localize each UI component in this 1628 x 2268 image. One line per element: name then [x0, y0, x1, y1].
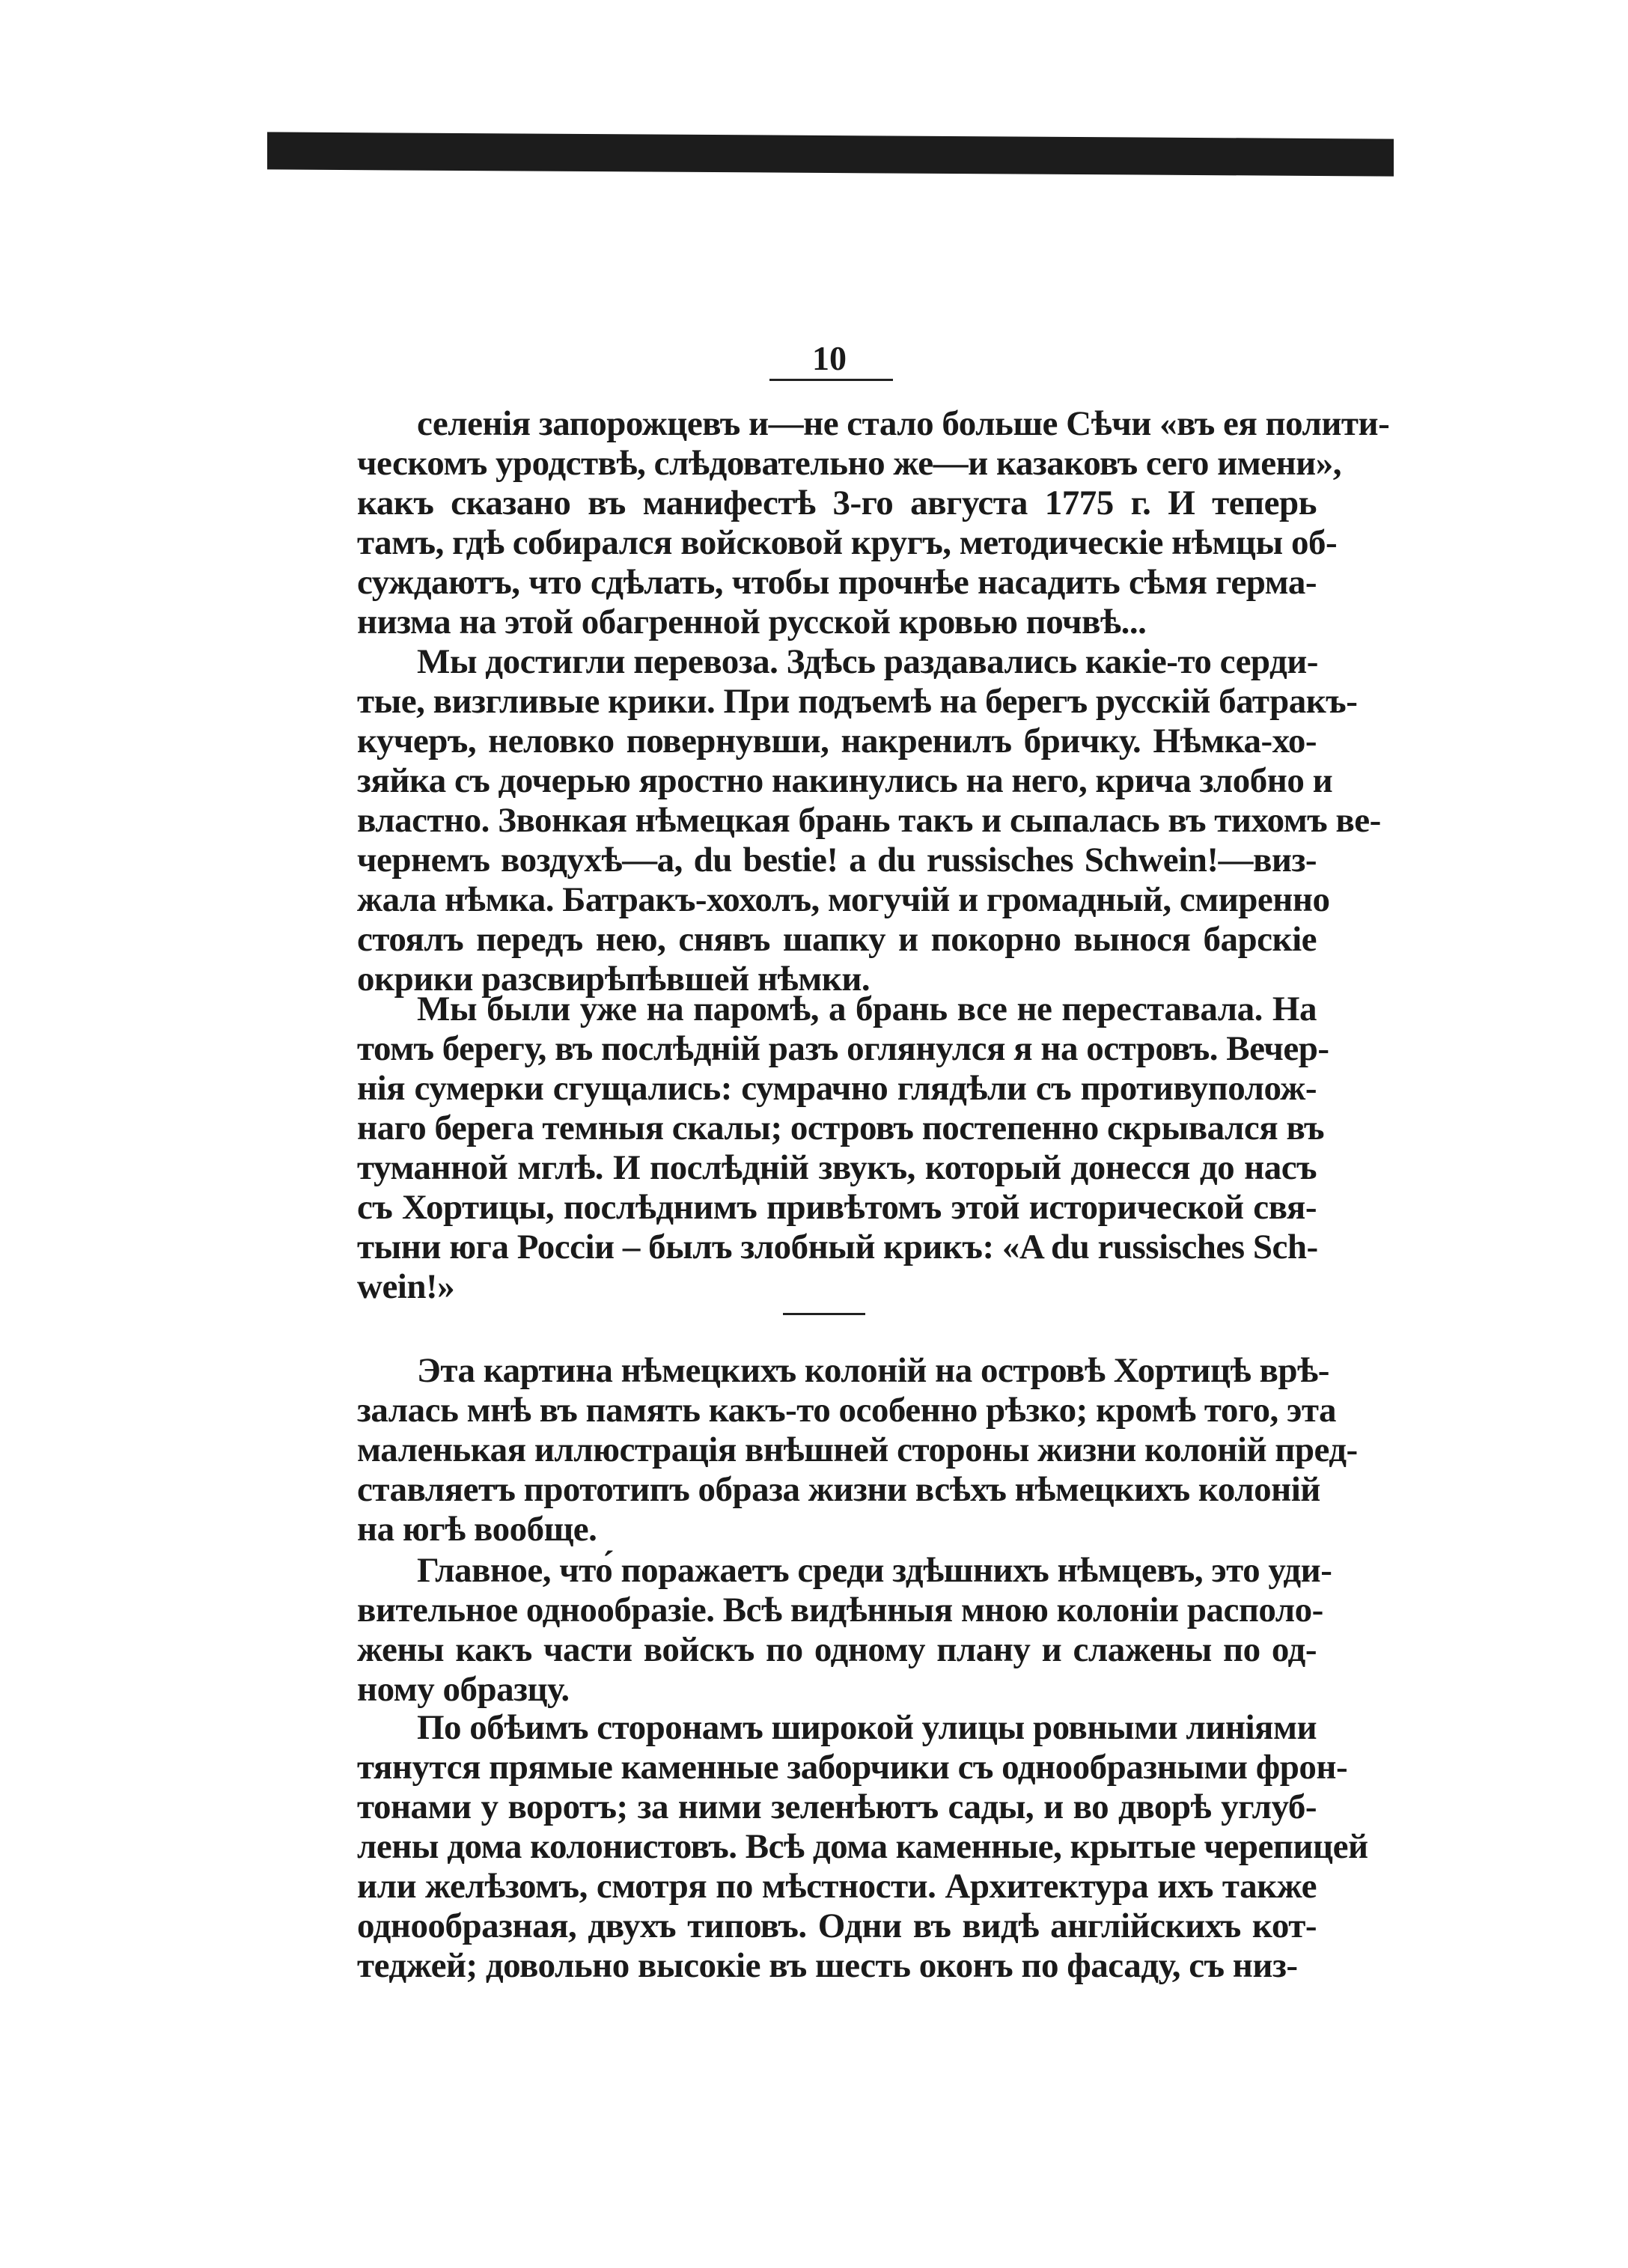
text-line: однообразная, двухъ типовъ. Одни въ видѣ англійскихъ кот-	[357, 1906, 1317, 1945]
page-number: 10	[812, 339, 847, 377]
text-line: wein!»	[357, 1267, 455, 1306]
text-line: тонами у воротъ; за ними зеленѣютъ сады, и во дворѣ углуб-	[357, 1787, 1317, 1826]
text-line: Мы достигли перевоза. Здѣсь раздавались какіе-то серди-	[417, 642, 1318, 681]
paragraph-2	[357, 642, 1381, 999]
text-line: селенія запорожцевъ и—не стало больше Сѣчи «въ ея полити-	[417, 404, 1390, 443]
text-line: теджей; довольно высокіе въ шесть оконъ по фасаду, съ низ-	[357, 1946, 1298, 1985]
section-separator	[783, 1313, 865, 1315]
text-line: маленькая иллюстрація внѣшней стороны жизни колоній пред-	[357, 1430, 1358, 1469]
text-line: зяйка съ дочерью яростно накинулись на него, крича злобно и	[357, 761, 1333, 800]
text-line: окрики разсвирѣпѣвшей нѣмки.	[357, 960, 871, 999]
text-line: Мы были уже на паромѣ, а брань все не переставала. На	[417, 990, 1317, 1028]
text-line: ческомъ уродствѣ, слѣдовательно же—и казаковъ сего имени»,	[357, 444, 1341, 483]
text-line: на югѣ вообще.	[357, 1510, 597, 1549]
text-line: кучеръ, неловко повернувши, накренилъ бричку. Нѣмка-хо-	[357, 722, 1317, 760]
text-line: залась мнѣ въ память какъ-то особенно рѣзко; кромѣ того, эта	[357, 1391, 1336, 1430]
text-line: чернемъ воздухѣ—a, du bestie! a du russisches Schwein!—виз-	[357, 841, 1317, 880]
text-line: стоялъ передъ нею, снявъ шапку и покорно вынося барскіе	[357, 920, 1317, 959]
text-line: или желѣзомъ, смотря по мѣстности. Архитектура ихъ также	[357, 1867, 1317, 1906]
text-line: лены дома колонистовъ. Всѣ дома каменные, крытые черепицей	[357, 1827, 1368, 1866]
text-line: вительное однообразіе. Всѣ видѣнныя мною колоніи располо-	[357, 1591, 1323, 1630]
text-line: властно. Звонкая нѣмецкая брань такъ и сыпалась въ тихомъ ве-	[357, 801, 1381, 840]
text-line: съ Хортицы, послѣднимъ привѣтомъ этой исторической свя-	[357, 1188, 1317, 1227]
text-line: жала нѣмка. Батракъ-хохолъ, могучій и громадный, смиренно	[357, 880, 1330, 919]
paragraph-4	[357, 1351, 1358, 1549]
paragraph-6	[357, 1708, 1368, 1986]
text-line: туманной мглѣ. И послѣдній звукъ, который донесся до насъ	[357, 1148, 1317, 1187]
text-line: томъ берегу, въ послѣдній разъ оглянулся я на островъ. Вечер-	[357, 1029, 1329, 1068]
text-line: наго берега темныя скалы; островъ постепенно скрывался въ	[357, 1109, 1325, 1147]
text-line: ставляетъ прототипъ образа жизни всѣхъ нѣмецкихъ колоній	[357, 1470, 1320, 1509]
text-line: Главное, что́ поражаетъ среди здѣшнихъ нѣмцевъ, это уди-	[417, 1551, 1332, 1590]
text-line: нія сумерки сгущались: сумрачно глядѣли съ противуполож-	[357, 1069, 1317, 1108]
text-line: тые, визгливые крики. При подъемѣ на берегъ русскій батракъ-	[357, 682, 1358, 721]
text-line: жены какъ части войскъ по одному плану и слажены по од-	[357, 1630, 1317, 1669]
page-number-rule	[769, 379, 893, 381]
text-line: тамъ, гдѣ собирался войсковой кругъ, методическіе нѣмцы об-	[357, 523, 1338, 562]
text-line: какъ сказано въ манифестѣ 3-го августа 1775 г. И теперь	[357, 484, 1317, 522]
text-line: По обѣимъ сторонамъ широкой улицы ровными линіями	[417, 1708, 1317, 1747]
text-line: тянутся прямые каменные заборчики съ однообразными фрон-	[357, 1748, 1348, 1787]
text-line: низма на этой обагренной русской кровью почвѣ...	[357, 603, 1147, 641]
text-line: тыни юга Россіи – былъ злобный крикъ: «A du russisches Sch-	[357, 1228, 1318, 1266]
scan-edge-black-bar	[267, 132, 1394, 176]
text-line: суждаютъ, что сдѣлать, чтобы прочнѣе насадить сѣмя герма-	[357, 563, 1317, 602]
text-line: Эта картина нѣмецкихъ колоній на островѣ Хортицѣ врѣ-	[417, 1351, 1329, 1390]
text-line: ному образцу.	[357, 1670, 570, 1709]
paragraph-3	[357, 990, 1329, 1307]
paragraph-5	[357, 1551, 1332, 1710]
paragraph-1	[357, 404, 1390, 642]
